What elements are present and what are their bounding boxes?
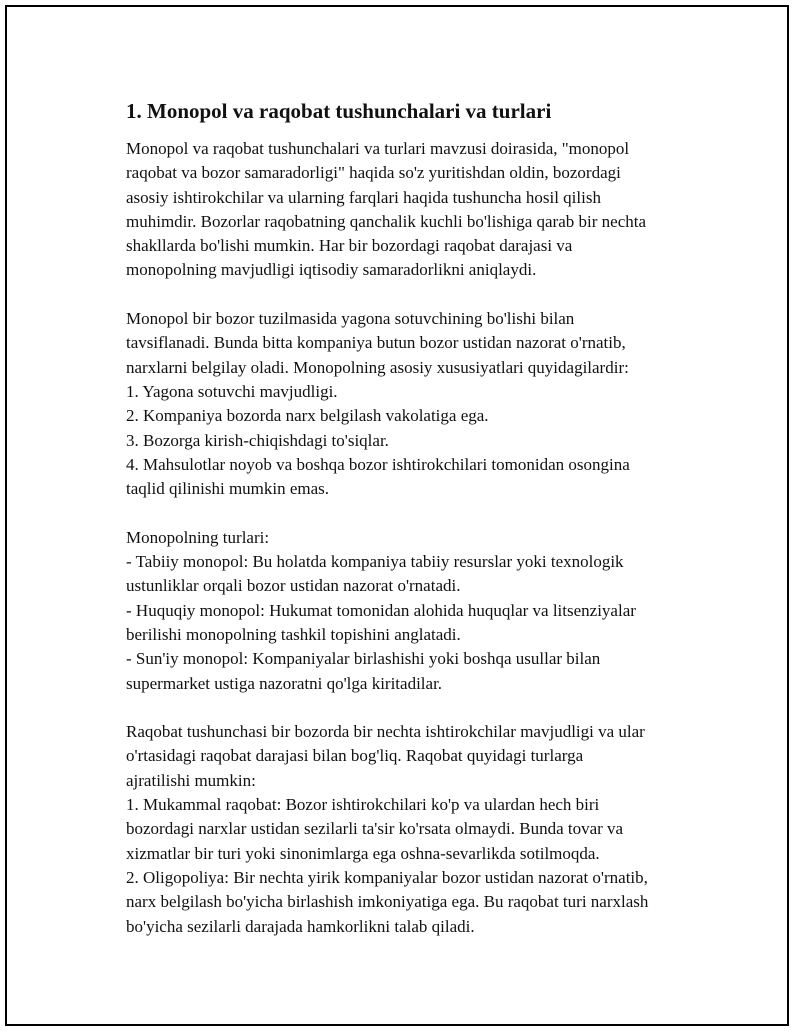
page-frame	[5, 5, 789, 1026]
paragraph-intro	[126, 137, 716, 283]
text-line: asosiy ishtirokchilar va ularning farqlari haqida tushuncha hosil qilish	[126, 187, 601, 207]
list-item: - Huquqiy monopol: Hukumat tomonidan alohida huquqlar va litsenziyalar	[126, 600, 636, 620]
text-line: taqlid qilinishi mumkin emas.	[126, 479, 330, 499]
text-line: shakllarda bo'lishi mumkin. Har bir bozordagi raqobat darajasi va	[126, 236, 573, 256]
text-line: Raqobat tushunchasi bir bozorda bir nechta ishtirokchilar mavjudligi va ular	[126, 722, 645, 742]
text-line: narxlarni belgilay oladi. Monopolning asosiy xususiyatlari quyidagilardir:	[126, 357, 629, 377]
text-line: tavsiflanadi. Bunda bitta kompaniya butun bozor ustidan nazorat o'rnatib,	[126, 333, 626, 353]
text-line: supermarket ustiga nazoratni qo'lga kiritadilar.	[126, 673, 443, 693]
list-item: 1. Yagona sotuvchi mavjudligi.	[126, 381, 338, 401]
text-line: o'rtasidagi raqobat darajasi bilan bog'liq. Raqobat quyidagi turlarga	[126, 746, 584, 766]
paragraph-monopol-types	[126, 526, 716, 696]
text-line: bo'yicha sezilarli darajada hamkorlikni talab qiladi.	[126, 916, 475, 936]
list-item: 2. Oligopoliya: Bir nechta yirik kompaniyalar bozor ustidan nazorat o'rnatib,	[126, 867, 648, 887]
text-line: bozordagi narxlar ustidan sezilarli ta'sir ko'rsata olmaydi. Bunda tovar va	[126, 819, 624, 839]
text-line: narx belgilash bo'yicha birlashish imkoniyatiga ega. Bu raqobat turi narxlash	[126, 892, 649, 912]
list-item: - Sun'iy monopol: Kompaniyalar birlashishi yoki boshqa usullar bilan	[126, 649, 601, 669]
text-line: Monopolning turlari:	[126, 527, 270, 547]
text-line: ajratilishi mumkin:	[126, 770, 256, 790]
list-item: 1. Mukammal raqobat: Bozor ishtirokchilari ko'p va ulardan hech biri	[126, 795, 600, 815]
list-item: 4. Mahsulotlar noyob va boshqa bozor ishtirokchilari tomonidan osongina	[126, 454, 630, 474]
list-item: 2. Kompaniya bozorda narx belgilash vakolatiga ega.	[126, 406, 489, 426]
text-line: Monopol bir bozor tuzilmasida yagona sotuvchining bo'lishi bilan	[126, 309, 575, 329]
paragraph-competition	[126, 720, 716, 939]
list-item: 3. Bozorga kirish-chiqishdagi to'siqlar.	[126, 430, 389, 450]
text-line: ustunliklar orqali bozor ustidan nazorat o'rnatadi.	[126, 576, 461, 596]
section-heading: 1. Monopol va raqobat tushunchalari va turlari	[126, 99, 552, 123]
text-line: xizmatlar bir turi yoki sinonimlarga ega oshna-sevarlikda sotilmoqda.	[126, 843, 600, 863]
list-item: - Tabiiy monopol: Bu holatda kompaniya tabiiy resurslar yoki texnologik	[126, 552, 624, 572]
text-line: raqobat va bozor samaradorligi" haqida so'z yuritishdan oldin, bozordagi	[126, 163, 621, 183]
document-body	[126, 97, 716, 963]
paragraph-monopol-definition	[126, 307, 716, 501]
text-line: muhimdir. Bozorlar raqobatning qanchalik kuchli bo'lishiga qarab bir nechta	[126, 211, 647, 231]
text-line: monopolning mavjudligi iqtisodiy samaradorlikni aniqlaydi.	[126, 260, 537, 280]
text-line: Monopol va raqobat tushunchalari va turlari mavzusi doirasida, "monopol	[126, 139, 630, 158]
text-line: berilishi monopolning tashkil topishini anglatadi.	[126, 624, 461, 644]
